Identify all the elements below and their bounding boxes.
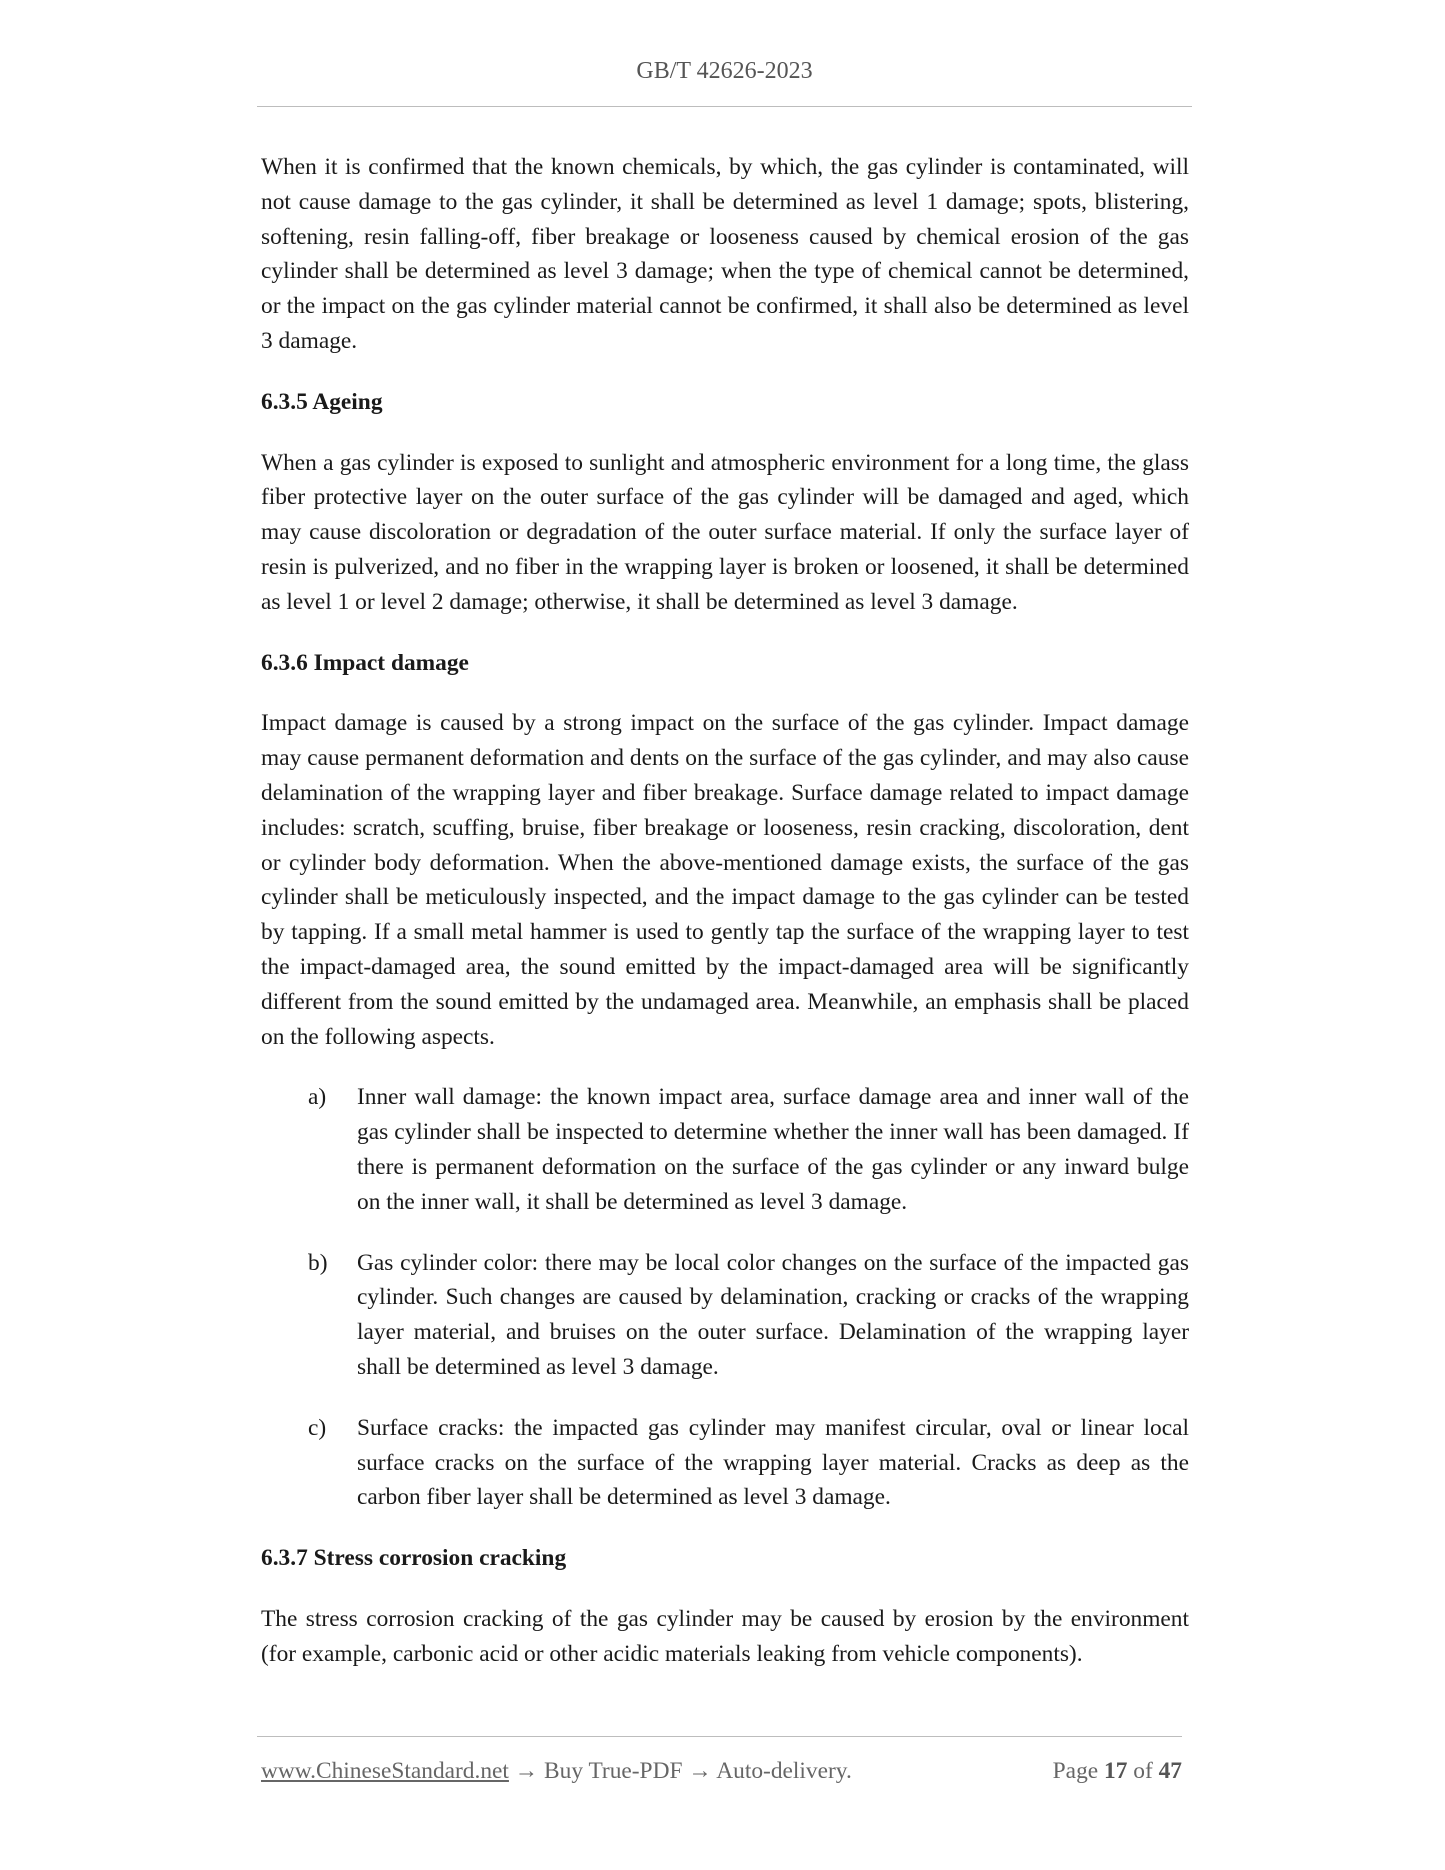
site-link[interactable]: www.ChineseStandard.net xyxy=(261,1758,509,1784)
list-marker: a) xyxy=(308,1084,327,1111)
paragraph-ageing: When a gas cylinder is exposed to sunlight and atmospheric environment for a long time, the glass fiber protective layer on the outer surface of the gas cylinder will be damaged and aged, which may cause discoloration or degradation of the outer surface material. If only the surface layer of resin is pulverized, and no fiber in the wrapping layer is broken or loosened, it shall be determined as level 1 or level 2 damage; otherwise, it shall be determined as level 3 damage. xyxy=(261,449,1189,615)
heading-ageing: 6.3.5 Ageing xyxy=(261,388,383,415)
page-counter xyxy=(1053,1758,1182,1785)
footer-divider xyxy=(257,1736,1182,1737)
page-word: Page xyxy=(1052,1758,1099,1784)
header-divider xyxy=(257,106,1192,107)
list-item-text: Surface cracks: the impacted gas cylinder may manifest circular, oval or linear local surface cracks on the surface of the wrapping layer material. Cracks as deep as the carbon fiber layer shall be determined as level 3 damage. xyxy=(357,1414,1189,1511)
current-page-number: 17 xyxy=(1104,1758,1128,1784)
paragraph-stress-corrosion: The stress corrosion cracking of the gas cylinder may be caused by erosion by the environment (for example, carbonic acid or other acidic materials leaking from vehicle components). xyxy=(261,1605,1189,1667)
list-marker: c) xyxy=(308,1414,327,1441)
list-item xyxy=(261,1080,1189,1219)
heading-stress-corrosion: 6.3.7 Stress corrosion cracking xyxy=(261,1545,567,1572)
paragraph-impact-damage: Impact damage is caused by a strong impact on the surface of the gas cylinder. Impact damage may cause permanent deformation and dents on the surface of the gas cylinder, and may also cause delamination of the wrapping layer and fiber breakage. Surface damage related to impact damage includes: scratch, scuffing, bruise, fiber breakage or looseness, resin cracking, discoloration, dent or cylinder body deformation. When the above-mentioned damage exists, the surface of the gas cylinder shall be meticulously inspected, and the impact damage to the gas cylinder can be tested by tapping. If a small metal hammer is used to gently tap the surface of the wrapping layer to test the impact-damaged area, the sound emitted by the impact-damaged area will be significantly different from the sound emitted by the undamaged area. Meanwhile, an emphasis shall be placed on the following aspects. xyxy=(261,710,1189,1050)
of-word: of xyxy=(1133,1758,1153,1784)
total-pages: 47 xyxy=(1158,1758,1182,1784)
list-marker: b) xyxy=(308,1249,328,1276)
list-item xyxy=(261,1411,1189,1515)
footer-promo xyxy=(261,1758,852,1785)
list-item-text: Gas cylinder color: there may be local color changes on the surface of the impacted gas cylinder. Such changes are caused by delamination, cracking or cracks of the wrapping layer material, and bruises on the outer surface. Delamination of the wrapping layer shall be determined as level 3 damage. xyxy=(357,1249,1189,1380)
footer-promo-text: → Buy True-PDF → Auto-delivery. xyxy=(508,1758,852,1784)
paragraph-contamination: When it is confirmed that the known chemicals, by which, the gas cylinder is contaminated, will not cause damage to the gas cylinder, it shall be determined as level 1 damage; spots, blistering, softening, resin falling-off, fiber breakage or looseness caused by chemical erosion of the gas cylinder shall be determined as level 3 damage; when the type of chemical cannot be determined, or the impact on the gas cylinder material cannot be confirmed, it shall also be determined as level 3 damage. xyxy=(261,154,1189,354)
list-item xyxy=(261,1246,1189,1385)
heading-impact-damage: 6.3.6 Impact damage xyxy=(261,649,469,676)
list-item-text: Inner wall damage: the known impact area, surface damage area and inner wall of the gas cylinder shall be inspected to determine whether the inner wall has been damaged. If there is permanent deformation on the surface of the gas cylinder or any inward bulge on the inner wall, it shall be determined as level 3 damage. xyxy=(357,1084,1189,1215)
running-header: GB/T 42626-2023 xyxy=(636,58,813,84)
page-body xyxy=(261,150,1189,1671)
